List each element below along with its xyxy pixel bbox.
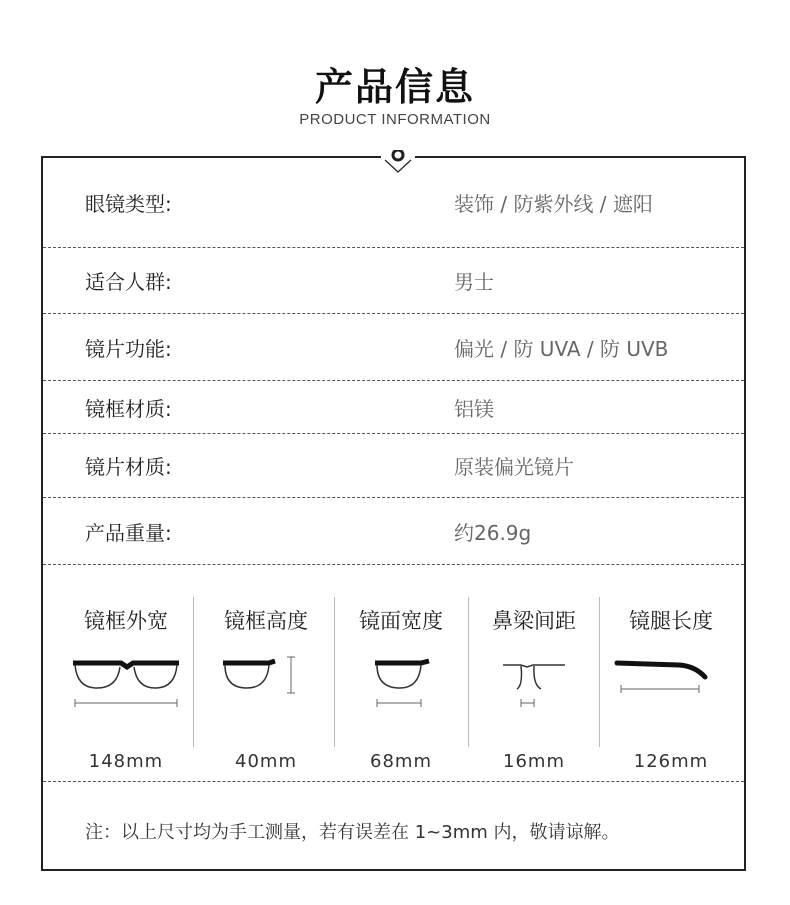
product-info-panel [41,156,746,871]
dimension-value: 16mm [503,751,565,772]
temple-length-icon [607,653,735,713]
divider [334,597,335,747]
dimension-label: 镜腿长度 [629,609,713,633]
spec-label: 产品重量: [85,520,172,545]
spec-label: 眼镜类型: [85,192,172,216]
dimension-bridge-width [477,591,591,772]
spec-row-lens-material [43,434,744,498]
dimension-section [43,565,744,782]
dimension-value: 126mm [633,751,709,772]
frame-height-icon [211,653,321,713]
lens-width-icon [343,653,459,713]
dimension-frame-height [211,591,321,772]
divider [599,597,600,747]
spec-value: 男士 [454,270,494,294]
spec-value: 约26.9g [454,520,532,545]
spec-label: 镜框材质: [85,396,172,421]
dimension-label: 鼻梁间距 [492,609,576,633]
bridge-width-icon [477,653,591,713]
spec-row-weight [43,498,744,565]
dimension-frame-width [65,591,187,772]
spec-value: 偏光 / 防 UVA / 防 UVB [454,336,669,361]
page-subtitle: PRODUCT INFORMATION [299,111,491,128]
spec-row-lens-function [43,314,744,381]
dimension-value: 40mm [235,751,297,772]
spec-value: 装饰 / 防紫外线 / 遮阳 [454,192,653,216]
spec-value: 原装偏光镜片 [454,455,574,479]
dimension-value: 148mm [88,751,164,772]
divider [193,597,194,747]
dimension-label: 镜面宽度 [359,609,443,633]
spec-label: 镜片材质: [85,455,172,479]
spec-row-frame-material [43,381,744,434]
divider [468,597,469,747]
dimension-value: 68mm [370,751,432,772]
dimension-label: 镜框外宽 [84,609,168,633]
spec-row-target-users [43,248,744,314]
dimension-temple-length [607,591,735,772]
measurement-note: 注：以上尺寸均为手工测量，若有误差在 1~3mm 内，敬请谅解。 [85,822,620,843]
spec-label: 镜片功能: [85,336,172,361]
dimension-label: 镜框高度 [224,609,308,633]
spec-row-glasses-type [43,158,744,248]
spec-label: 适合人群: [85,270,172,294]
spec-value: 铝镁 [454,396,494,421]
frame-width-icon [65,653,187,713]
page-title: 产品信息 [314,65,475,109]
dimension-lens-width [343,591,459,772]
